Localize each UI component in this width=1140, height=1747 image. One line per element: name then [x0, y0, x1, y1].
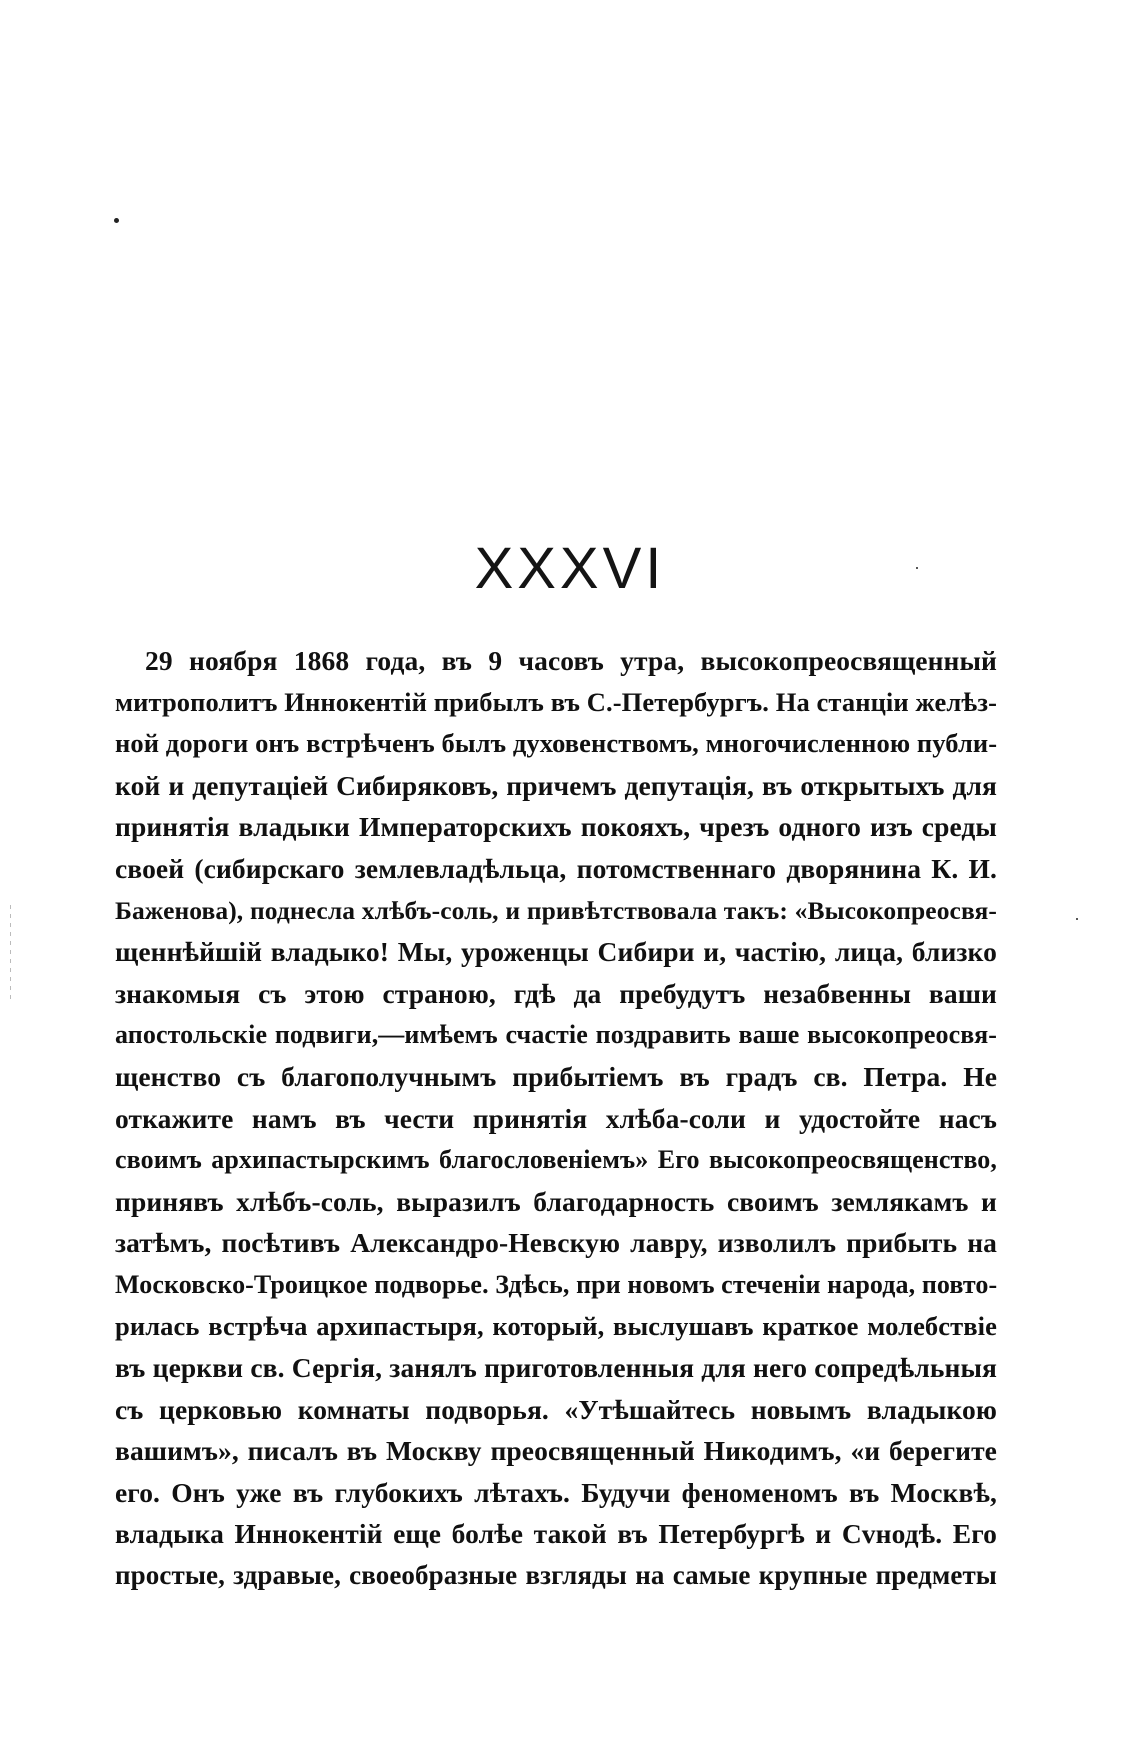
- text-line: своимъ архипастырскимъ благословеніемъ» Его высокопреосвященство,: [115, 1145, 997, 1175]
- text-line: Баженова), поднесла хлѣбъ-соль, и привѣтствовала такъ: «Высокопреосвя-: [115, 895, 997, 925]
- text-line: вашимъ», писалъ въ Москву преосвященный Никодимъ, «и берегите: [115, 1435, 997, 1467]
- page-edge-shadow: [10, 905, 11, 1000]
- text-line: Московско-Троицкое подворье. Здѣсь, при новомъ стеченіи народа, повто-: [115, 1269, 997, 1299]
- chapter-heading: XXXVI: [474, 536, 666, 601]
- text-line: принявъ хлѣбъ-соль, выразилъ благодарность своимъ землякамъ и: [115, 1185, 997, 1217]
- text-line: принятія владыки Императорскихъ покояхъ, чрезъ одного изъ среды: [115, 811, 997, 843]
- text-line: откажите намъ въ чести принятія хлѣба-соли и удостойте насъ: [115, 1102, 997, 1134]
- text-line: апостольскіе подвиги,—имѣемъ счастіе поздравить ваше высокопреосвя-: [115, 1020, 997, 1050]
- ink-speck: [114, 218, 119, 223]
- text-line: кой и депутаціей Сибиряковъ, причемъ депутація, въ открытыхъ для: [115, 769, 997, 801]
- text-line: митрополитъ Иннокентій прибылъ въ С.-Петербургъ. На станціи желѣз-: [115, 686, 997, 717]
- text-line: рилась встрѣча архипастыря, который, выслушавъ краткое молебствіе: [115, 1310, 997, 1341]
- text-line: въ церкви св. Сергія, занялъ приготовленныя для него сопредѣльныя: [115, 1352, 997, 1384]
- text-line: щеннѣйшій владыко! Мы, уроженцы Сибири и, частію, лица, близко: [115, 936, 997, 968]
- text-line: ной дороги онъ встрѣченъ былъ духовенствомъ, многочисленною публи-: [115, 728, 997, 759]
- text-line: своей (сибирскаго землевладѣльца, потомственнаго дворянина К. И.: [115, 852, 997, 884]
- text-line: съ церковью комнаты подворья. «Утѣшайтесь новымъ владыкою: [115, 1393, 997, 1425]
- text-line: затѣмъ, посѣтивъ Александро-Невскую лавру, изволилъ прибыть на: [115, 1227, 997, 1259]
- body-text: [115, 640, 997, 1597]
- text-line: владыка Иннокентій еще болѣе такой въ Петербургѣ и Сvнодѣ. Его: [115, 1518, 997, 1550]
- text-line: щенство съ благополучнымъ прибытіемъ въ градъ св. Петра. Не: [115, 1060, 997, 1092]
- text-line: его. Онъ уже въ глубокихъ лѣтахъ. Будучи феноменомъ въ Москвѣ,: [115, 1476, 997, 1508]
- text-line: простые, здравые, своеобразные взгляды на самые крупные предметы: [115, 1560, 997, 1591]
- ink-speck: [1076, 918, 1078, 920]
- text-line: знакомыя съ этою страною, гдѣ да пребудутъ незабвенны ваши: [115, 977, 997, 1009]
- text-line: 29 ноября 1868 года, въ 9 часовъ утра, высокопреосвященный: [145, 645, 997, 676]
